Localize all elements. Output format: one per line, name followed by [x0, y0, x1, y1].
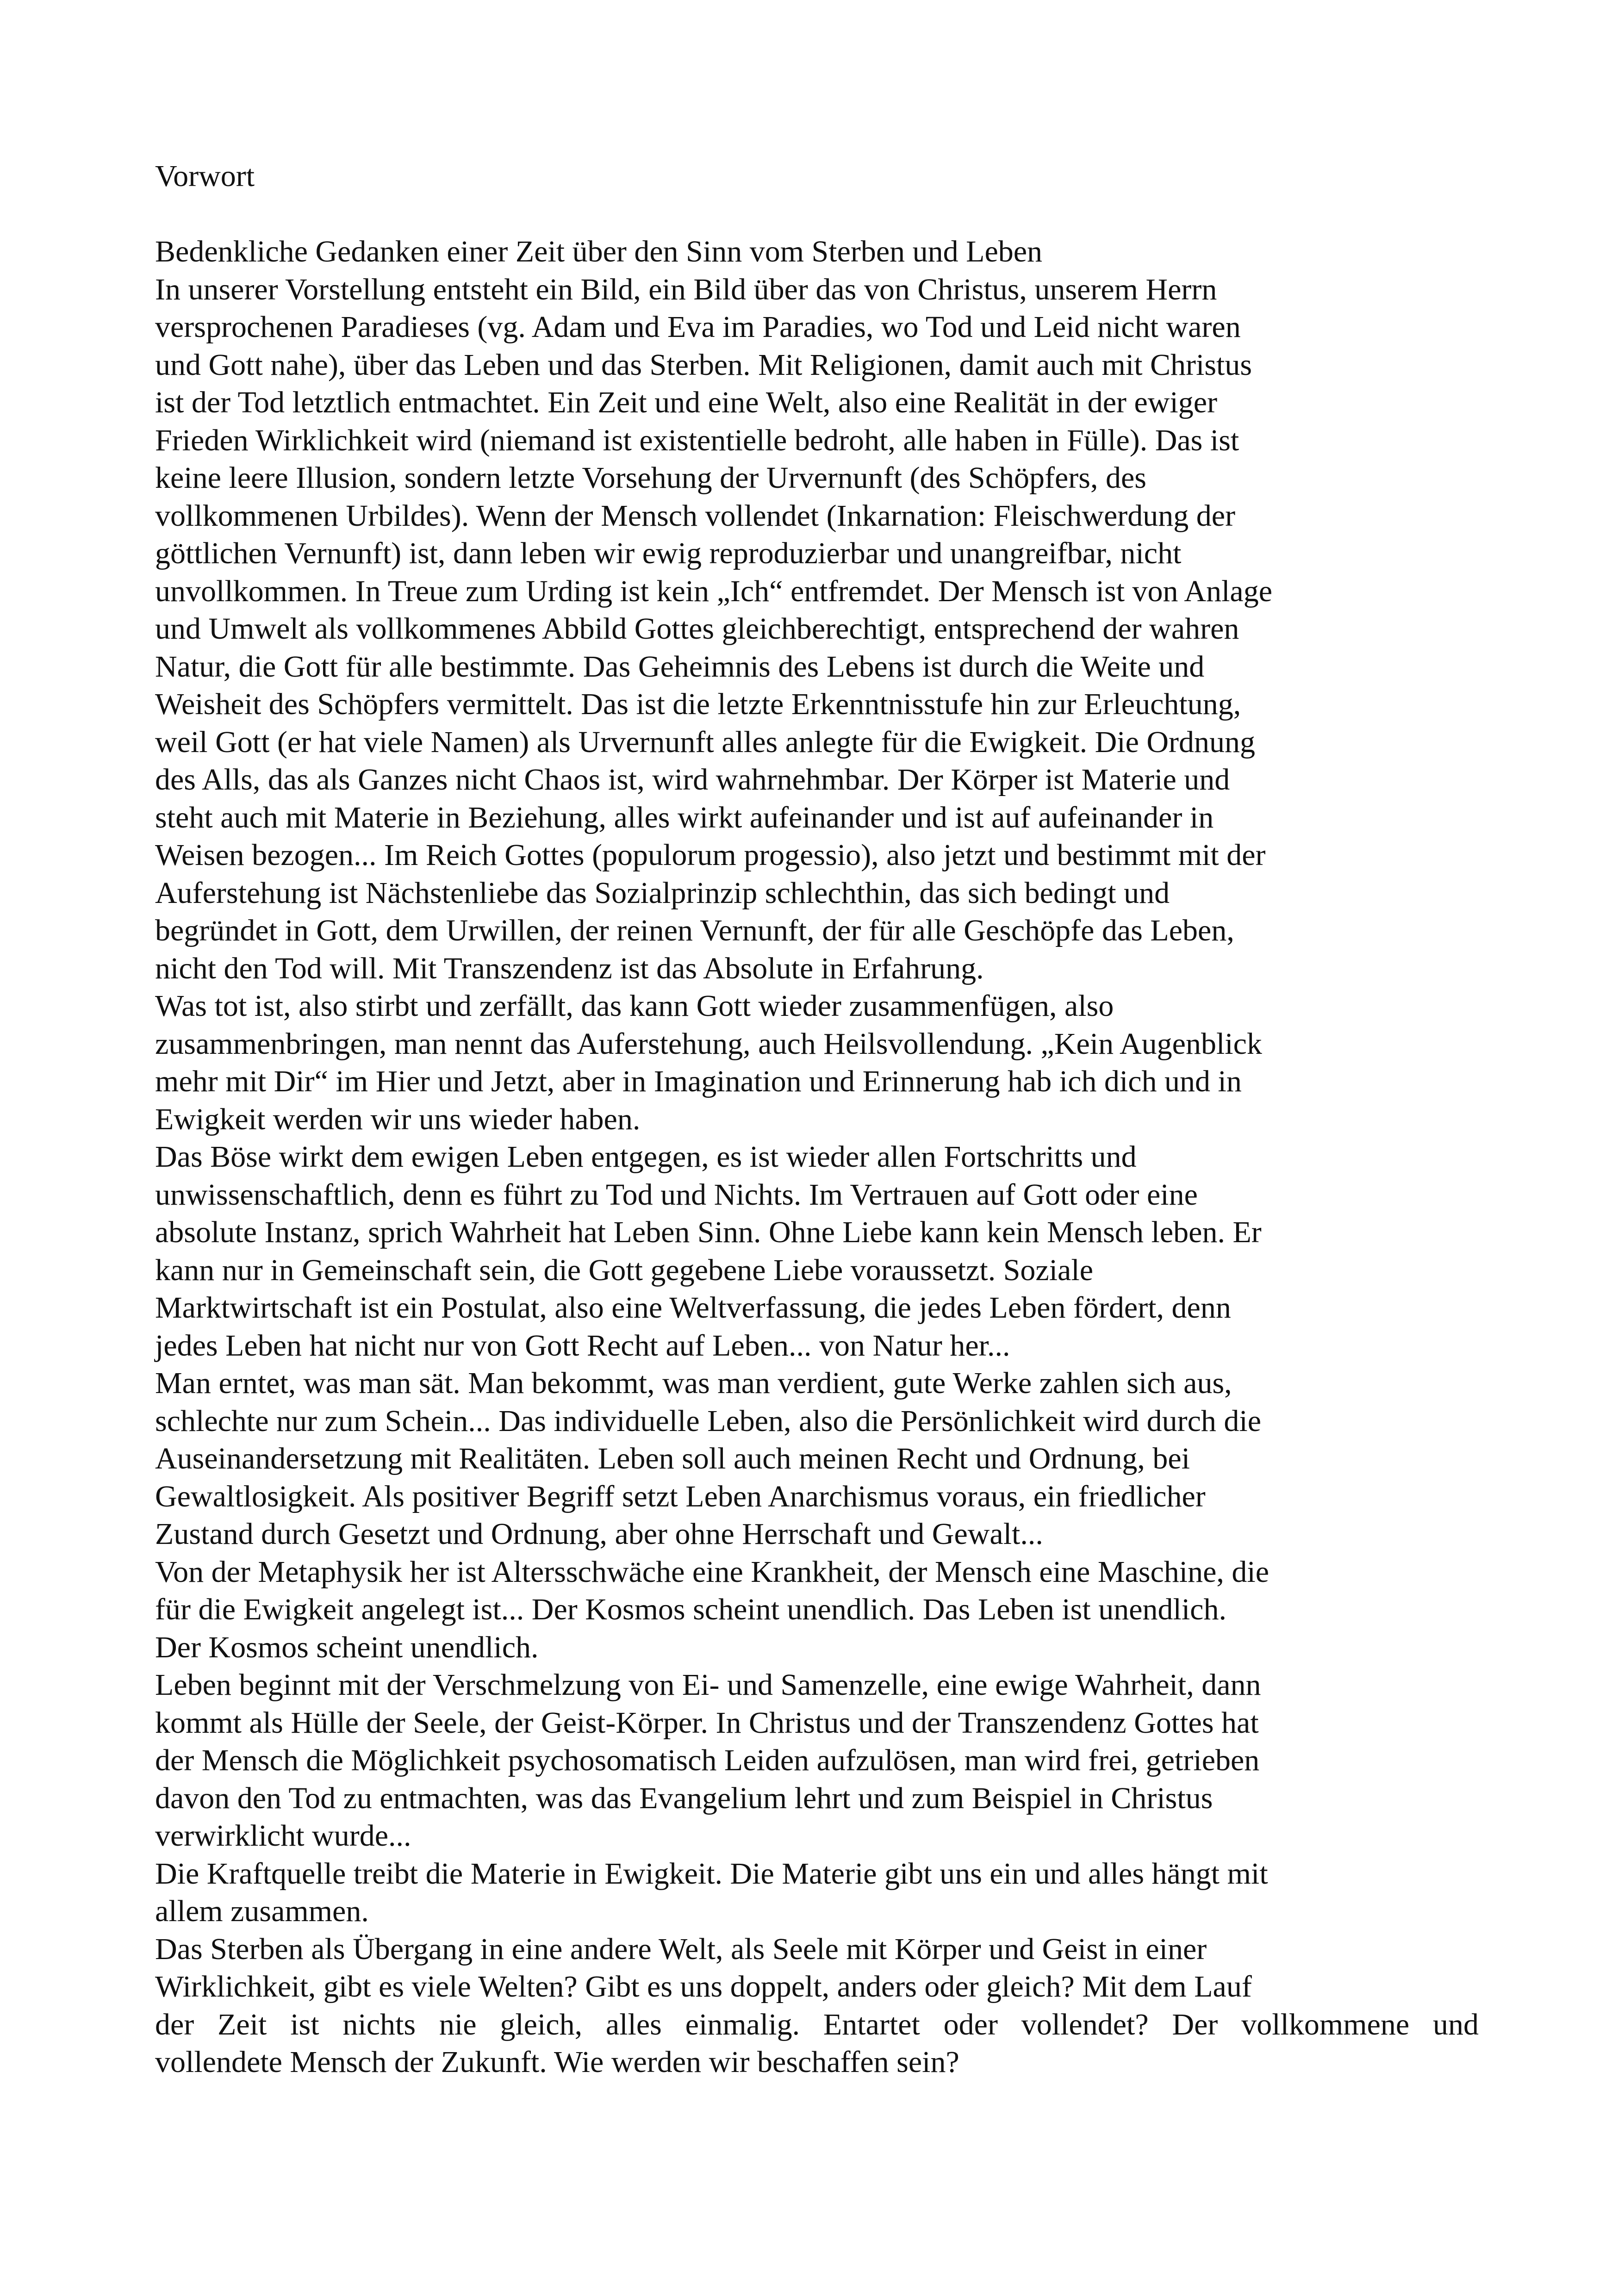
text-line: Von der Metaphysik her ist Altersschwäche eine Krankheit, der Mensch eine Maschine, die — [155, 1555, 1270, 1589]
text-line: der Zeit ist nichts nie gleich, alles einmalig. Entartet oder vollendet? Der vollkommene und — [155, 2007, 1479, 2041]
text-line: Frieden Wirklichkeit wird (niemand ist existentielle bedroht, alle haben in Fülle). Das ist — [155, 423, 1239, 457]
text-line: Der Kosmos scheint unendlich. — [155, 1630, 539, 1664]
text-line: Bedenkliche Gedanken einer Zeit über den Sinn vom Sterben und Leben — [155, 235, 1043, 268]
text-line: kann nur in Gemeinschaft sein, die Gott gegebene Liebe voraussetzt. Soziale — [155, 1253, 1093, 1287]
text-line: allem zusammen. — [155, 1894, 369, 1928]
text-line: vollkommenen Urbildes). Wenn der Mensch vollendet (Inkarnation: Fleischwerdung der — [155, 498, 1236, 533]
text-line: Zustand durch Gesetzt und Ordnung, aber ohne Herrschaft und Gewalt... — [155, 1517, 1043, 1551]
text-line: unvollkommen. In Treue zum Urding ist kein „Ich“ entfremdet. Der Mensch ist von Anlage — [155, 574, 1272, 608]
text-line: versprochenen Paradieses (vg. Adam und Eva im Paradies, wo Tod und Leid nicht waren — [155, 310, 1241, 344]
text-line: schlechte nur zum Schein... Das individuelle Leben, also die Persönlichkeit wird durch die — [155, 1404, 1262, 1438]
text-line: Weisen bezogen... Im Reich Gottes (populorum progessio), also jetzt und bestimmt mit der — [155, 838, 1266, 872]
text-line: göttlichen Vernunft) ist, dann leben wir ewig reproduzierbar und unangreifbar, nicht — [155, 536, 1182, 570]
text-line: weil Gott (er hat viele Namen) als Urvernunft alles anlegte für die Ewigkeit. Die Ordnung — [155, 725, 1256, 759]
text-line: Das Böse wirkt dem ewigen Leben entgegen, es ist wieder allen Fortschritts und — [155, 1140, 1137, 1174]
text-line: mehr mit Dir“ im Hier und Jetzt, aber in Imagination und Erinnerung hab ich dich und in — [155, 1064, 1242, 1098]
text-line: jedes Leben hat nicht nur von Gott Recht auf Leben... von Natur her... — [155, 1328, 1010, 1363]
text-line: keine leere Illusion, sondern letzte Vorsehung der Urvernunft (des Schöpfers, des — [155, 461, 1146, 495]
document-heading: Vorwort — [155, 159, 255, 193]
text-line: zusammenbringen, man nennt das Auferstehung, auch Heilsvollendung. „Kein Augenblick — [155, 1027, 1262, 1061]
text-line: Die Kraftquelle treibt die Materie in Ewigkeit. Die Materie gibt uns ein und alles hängt mit — [155, 1856, 1268, 1891]
text-line: Das Sterben als Übergang in eine andere Welt, als Seele mit Körper und Geist in einer — [155, 1932, 1207, 1966]
text-line: verwirklicht wurde... — [155, 1819, 411, 1853]
text-line: Auferstehung ist Nächstenliebe das Sozialprinzip schlechthin, das sich bedingt und — [155, 876, 1170, 910]
text-line: steht auch mit Materie in Beziehung, alles wirkt aufeinander und ist auf aufeinander in — [155, 800, 1214, 834]
text-line: und Umwelt als vollkommenes Abbild Gottes gleichberechtigt, entsprechend der wahren — [155, 612, 1239, 646]
text-line: Was tot ist, also stirbt und zerfällt, das kann Gott wieder zusammenfügen, also — [155, 989, 1114, 1023]
text-line: Man erntet, was man sät. Man bekommt, was man verdient, gute Werke zahlen sich aus, — [155, 1366, 1232, 1400]
text-line: begründet in Gott, dem Urwillen, der reinen Vernunft, der für alle Geschöpfe das Leben, — [155, 914, 1234, 947]
text-line: Leben beginnt mit der Verschmelzung von Ei- und Samenzelle, eine ewige Wahrheit, dann — [155, 1668, 1261, 1702]
text-line: unwissenschaftlich, denn es führt zu Tod und Nichts. Im Vertrauen auf Gott oder eine — [155, 1177, 1198, 1212]
text-line: absolute Instanz, sprich Wahrheit hat Leben Sinn. Ohne Liebe kann kein Mensch leben. Er — [155, 1215, 1262, 1249]
text-line: Ewigkeit werden wir uns wieder haben. — [155, 1102, 641, 1136]
text-line: der Mensch die Möglichkeit psychosomatisch Leiden aufzulösen, man wird frei, getrieben — [155, 1743, 1260, 1777]
text-line: nicht den Tod will. Mit Transzendenz ist das Absolute in Erfahrung. — [155, 951, 984, 985]
text-line: Auseinandersetzung mit Realitäten. Leben soll auch meinen Recht und Ordnung, bei — [155, 1442, 1190, 1475]
text-line: Marktwirtschaft ist ein Postulat, also eine Weltverfassung, die jedes Leben fördert, denn — [155, 1291, 1231, 1325]
text-line: Gewaltlosigkeit. Als positiver Begriff setzt Leben Anarchismus voraus, ein friedlicher — [155, 1479, 1206, 1513]
text-line: In unserer Vorstellung entsteht ein Bild, ein Bild über das von Christus, unserem Herrn — [155, 272, 1217, 306]
text-line: davon den Tod zu entmachten, was das Evangelium lehrt und zum Beispiel in Christus — [155, 1781, 1213, 1815]
text-line: Weisheit des Schöpfers vermittelt. Das ist die letzte Erkenntnisstufe hin zur Erleuchtung, — [155, 687, 1241, 721]
text-line: des Alls, das als Ganzes nicht Chaos ist, wird wahrnehmbar. Der Körper ist Materie und — [155, 763, 1230, 796]
document-body — [155, 157, 1479, 2081]
text-line: für die Ewigkeit angelegt ist... Der Kosmos scheint unendlich. Das Leben ist unendlich. — [155, 1593, 1226, 1626]
text-line: vollendete Mensch der Zukunft. Wie werden wir beschaffen sein? — [155, 2045, 959, 2079]
text-line: Natur, die Gott für alle bestimmte. Das Geheimnis des Lebens ist durch die Weite und — [155, 649, 1205, 684]
text-line: ist der Tod letztlich entmachtet. Ein Zeit und eine Welt, also eine Realität in der ewiger — [155, 386, 1218, 419]
text-line: und Gott nahe), über das Leben und das Sterben. Mit Religionen, damit auch mit Christus — [155, 348, 1252, 382]
text-line: kommt als Hülle der Seele, der Geist-Körper. In Christus und der Transzendenz Gottes hat — [155, 1705, 1259, 1740]
text-line: Wirklichkeit, gibt es viele Welten? Gibt es uns doppelt, anders oder gleich? Mit dem Lauf — [155, 1970, 1252, 2004]
paragraph-text — [155, 233, 1479, 2081]
